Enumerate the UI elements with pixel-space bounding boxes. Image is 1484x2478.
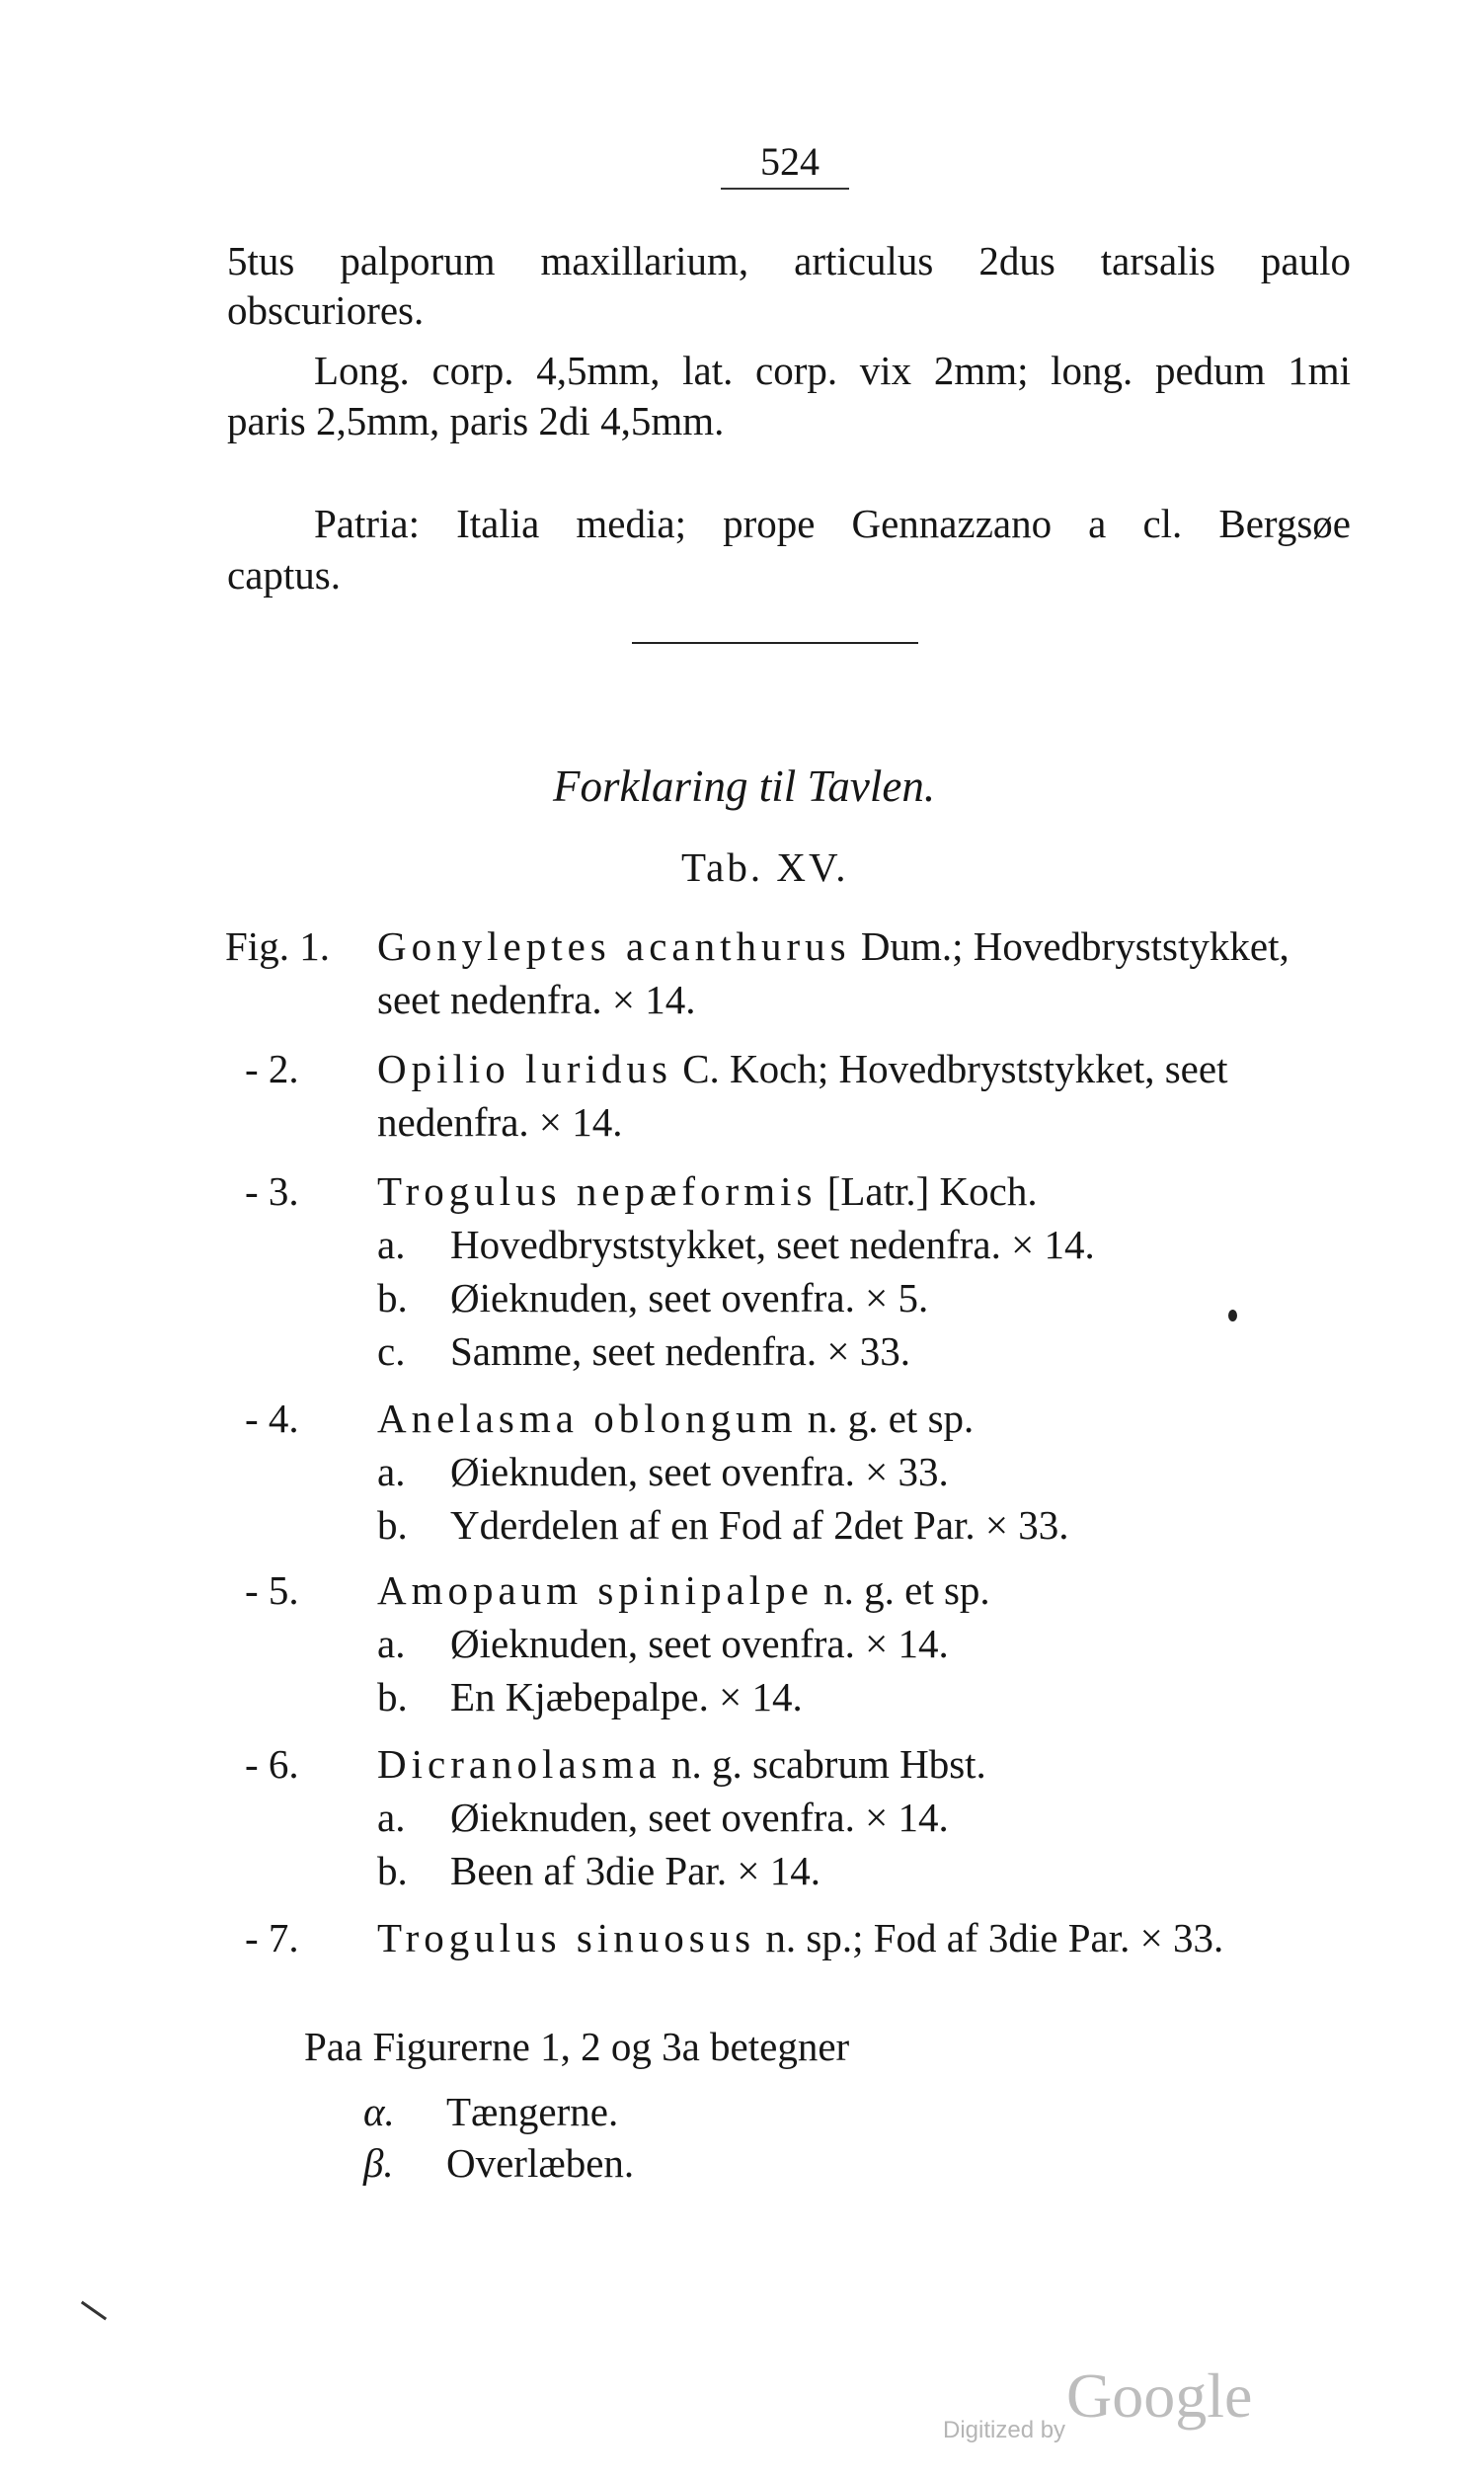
- fig-6-rest: n. g. scabrum Hbst.: [670, 1741, 986, 1787]
- fig-4a-text: Øieknuden, seet ovenfra. × 33.: [450, 1449, 949, 1494]
- fig-4b-text: Yderdelen af en Fod af 2det Par. × 33.: [450, 1502, 1069, 1548]
- fig-4-rest: n. g. et sp.: [807, 1396, 975, 1441]
- section-divider: [632, 642, 918, 644]
- google-watermark-logo: Google: [1066, 2360, 1253, 2431]
- intro-line-2: obscuriores.: [227, 287, 425, 333]
- fig-6-label: - 6.: [245, 1741, 299, 1787]
- fig-1-line-1: [377, 920, 1289, 972]
- fig-6a-letter: a.: [377, 1795, 406, 1840]
- legend-text-alpha: Tængerne.: [446, 2089, 619, 2134]
- fig-4a-letter: a.: [377, 1449, 406, 1494]
- fig-5b-letter: b.: [377, 1674, 408, 1719]
- fig-3b-letter: b.: [377, 1275, 408, 1320]
- fig-5a-text: Øieknuden, seet ovenfra. × 14.: [450, 1621, 949, 1666]
- fig-3-rest: [Latr.] Koch.: [826, 1168, 1038, 1214]
- fig-3a-text: Hovedbryststykket, seet nedenfra. × 14.: [450, 1222, 1095, 1267]
- fig-5b-text: En Kjæbepalpe. × 14.: [450, 1674, 803, 1719]
- plate-label: Tab. XV.: [681, 844, 849, 890]
- legend-symbol-alpha: α.: [363, 2089, 395, 2134]
- fig-4-species: Anelasma oblongum: [377, 1396, 798, 1441]
- legend-text-beta: Overlæben.: [446, 2140, 635, 2186]
- page-number: 524: [760, 139, 820, 184]
- intro-line-5: Patria: Italia media; prope Gennazzano a cl. Bergsøe: [314, 501, 1351, 546]
- fig-2-species: Opilio luridus: [377, 1046, 672, 1091]
- fig-2-line-2: nedenfra. × 14.: [377, 1099, 623, 1145]
- fig-3-label: - 3.: [245, 1168, 299, 1214]
- fig-4b-letter: b.: [377, 1502, 408, 1548]
- fig-5a-letter: a.: [377, 1621, 406, 1666]
- fig-1-species: Gonyleptes acanthurus: [377, 923, 851, 969]
- fig-3-line-1: [377, 1165, 1038, 1217]
- fig-3-species: Trogulus nepæformis: [377, 1168, 818, 1214]
- fig-2-rest: C. Koch; Hovedbryststykket, seet: [682, 1046, 1228, 1091]
- fig-7-species: Trogulus sinuosus: [377, 1915, 756, 1960]
- fig-4-line-1: [377, 1393, 974, 1444]
- margin-mark: [81, 2301, 107, 2321]
- fig-1-line-2: seet nedenfra. × 14.: [377, 977, 696, 1022]
- intro-line-3: Long. corp. 4,5mm, lat. corp. vix 2mm; long. pedum 1mi: [314, 348, 1351, 393]
- section-title: Forklaring til Tavlen.: [553, 761, 936, 811]
- intro-line-4: paris 2,5mm, paris 2di 4,5mm.: [227, 398, 725, 443]
- fig-6-species: Dicranolasma: [377, 1741, 662, 1787]
- ink-speck: [1228, 1310, 1237, 1321]
- fig-7-label: - 7.: [245, 1915, 299, 1960]
- fig-1-rest: Dum.; Hovedbryststykket,: [860, 923, 1289, 969]
- fig-6b-text: Been af 3die Par. × 14.: [450, 1848, 820, 1893]
- intro-line-1: 5tus palporum maxillarium, articulus 2dus tarsalis paulo: [227, 238, 1351, 283]
- fig-5-rest: n. g. et sp.: [823, 1567, 990, 1613]
- fig-6-line-1: [377, 1738, 986, 1790]
- fig-4-label: - 4.: [245, 1396, 299, 1441]
- fig-6b-letter: b.: [377, 1848, 408, 1893]
- fig-1-label: Fig. 1.: [225, 923, 330, 969]
- fig-2-label: - 2.: [245, 1046, 299, 1091]
- fig-5-line-1: [377, 1564, 990, 1616]
- legend-intro: Paa Figurerne 1, 2 og 3a betegner: [304, 2024, 850, 2069]
- fig-3c-letter: c.: [377, 1328, 406, 1374]
- fig-3c-text: Samme, seet nedenfra. × 33.: [450, 1328, 910, 1374]
- digitized-by-text: Digitized by: [943, 2417, 1066, 2443]
- fig-7-rest: n. sp.; Fod af 3die Par. × 33.: [765, 1915, 1224, 1960]
- fig-7-line-1: [377, 1912, 1223, 1963]
- page-number-rule: [721, 188, 849, 190]
- legend-symbol-beta: β.: [363, 2140, 394, 2186]
- fig-3a-letter: a.: [377, 1222, 406, 1267]
- fig-6a-text: Øieknuden, seet ovenfra. × 14.: [450, 1795, 949, 1840]
- fig-3b-text: Øieknuden, seet ovenfra. × 5.: [450, 1275, 929, 1320]
- fig-2-line-1: [377, 1043, 1227, 1094]
- fig-5-label: - 5.: [245, 1567, 299, 1613]
- fig-5-species: Amopaum spinipalpe: [377, 1567, 814, 1613]
- intro-line-6: captus.: [227, 552, 341, 598]
